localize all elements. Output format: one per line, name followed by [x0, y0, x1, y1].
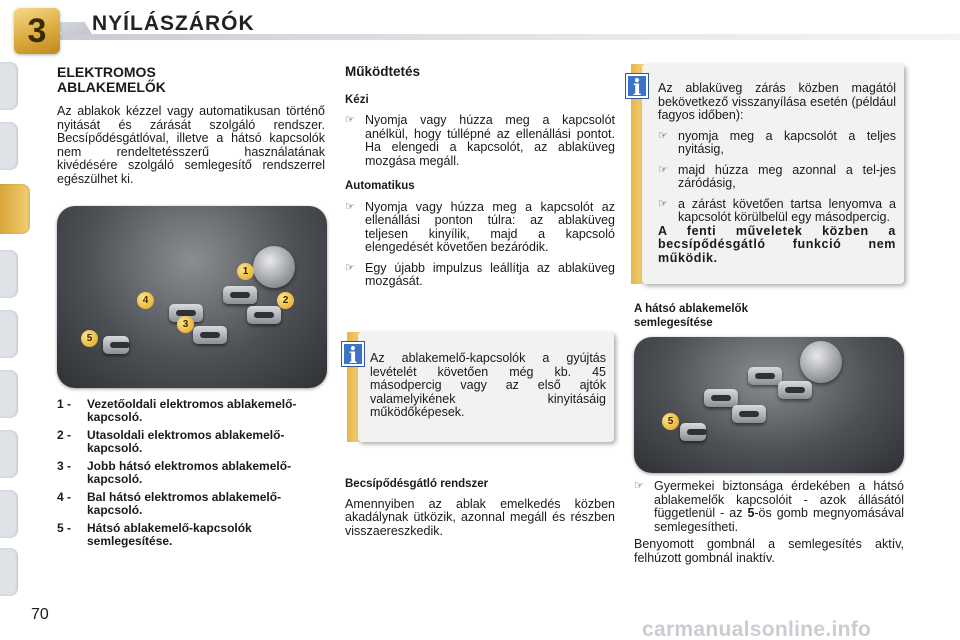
window-switch-panel-photo: [57, 206, 327, 388]
info-right-note: A fenti műveletek közben a becsípődésgátló funkció nem működik.: [658, 223, 896, 265]
marker-4: 4: [137, 292, 154, 309]
automatic-bullet-1: ☞ Nyomja vagy húzza meg a kapcsolót az ellenállási ponton túlra: az ablaküveg teljesen kinyílik, majd a kapcsoló elengedését követően bezáródik.: [345, 199, 615, 254]
info-icon: i: [342, 342, 364, 366]
pointing-hand-icon: ☞: [658, 197, 668, 210]
switch-3: [193, 326, 227, 344]
pointing-hand-icon: ☞: [658, 129, 668, 142]
info-box-right: [642, 64, 904, 284]
info-right-bullet-1: ☞ nyomja meg a kapcsolót a teljes nyitásig,: [658, 128, 896, 156]
info-icon: i: [626, 74, 648, 98]
switch: [778, 381, 812, 399]
legend-item: 2 - Utasoldali elektromos ablakemelő-kapcsoló.: [57, 428, 285, 455]
chapter-tab-active[interactable]: [0, 184, 30, 234]
rear-neutral-section: [634, 480, 904, 565]
pointing-hand-icon: ☞: [658, 163, 668, 176]
intro-section: [57, 65, 325, 186]
intro-heading-line1: ELEKTROMOS: [57, 64, 156, 80]
rear-neutral-heading: A hátsó ablakemelők semlegesítése: [634, 303, 748, 329]
switch-5: [680, 423, 706, 441]
operation-section: [345, 65, 615, 289]
switch-5: [103, 336, 129, 354]
watermark: carmanualsonline.info: [642, 618, 872, 640]
anti-pinch-heading: Becsípődésgátló rendszer: [345, 478, 489, 490]
anti-pinch-section: [345, 478, 615, 538]
intro-heading-line2: ABLAKEMELŐK: [57, 79, 166, 95]
chapter-tab-9[interactable]: [0, 548, 18, 596]
info-middle-text: Az ablakemelő-kapcsolók a gyújtás levételét követően még kb. 45 másodpercig vagy az első ajtók valamelyikének kinyitásáig működőképesek.: [370, 351, 606, 419]
info-right-intro: Az ablaküveg zárás közben magától bekövetkező visszanyílása esetén (például fagyos időben):: [658, 81, 896, 122]
switch: [704, 389, 738, 407]
marker-2: 2: [277, 292, 294, 309]
pointing-hand-icon: ☞: [345, 114, 355, 126]
switch: [732, 405, 766, 423]
manual-heading: Kézi: [345, 93, 369, 106]
chapter-tab-6[interactable]: [0, 370, 18, 418]
chapter-tab-2[interactable]: [0, 122, 18, 170]
rear-neutral-text: Benyomott gombnál a semlegesítés aktív, felhúzott gombnál inaktív.: [634, 537, 904, 565]
pointing-hand-icon: ☞: [345, 200, 355, 213]
intro-paragraph: Az ablakok kézzel vagy automatikusan történő nyitását és zárását szolgáló rendszer. Becsípődésgátlóval, illetve a hátsó kapcsolók nem rendeltetésszerű használatának kivédésére szolgáló semlegesítő rendszerrel egészülhet ki.: [57, 104, 325, 186]
info-right-content: [658, 82, 896, 265]
manual-bullet: ☞ Nyomja vagy húzza meg a kapcsolót anélkül, hogy túllépné az ellenállási pontot. Ha elengedi a kapcsolót, az ablaküveg mozgása megáll.: [345, 113, 615, 168]
chapter-tab-7[interactable]: [0, 430, 18, 478]
legend-item: 5 - Hátsó ablakemelő-kapcsolók semlegesítése.: [57, 521, 252, 548]
pointing-hand-icon: ☞: [634, 480, 644, 492]
switch-1: [223, 286, 257, 304]
marker-1: 1: [237, 263, 254, 280]
chapter-tab-5[interactable]: [0, 310, 18, 358]
automatic-heading: Automatikus: [345, 180, 415, 192]
mirror-adjust-knob: [800, 341, 842, 383]
switch: [748, 367, 782, 385]
marker-5: 5: [81, 330, 98, 347]
chapter-tab-8[interactable]: [0, 490, 18, 538]
automatic-bullet-2: ☞ Egy újabb impulzus leállítja az ablaküveg mozgását.: [345, 260, 615, 288]
chapter-tab-1[interactable]: [0, 62, 18, 110]
legend-item: 1 - Vezetőoldali elektromos ablakemelő-kapcsoló.: [57, 397, 297, 424]
marker-3: 3: [177, 316, 194, 333]
pointing-hand-icon: ☞: [345, 261, 355, 274]
operation-heading: Működtetés: [345, 64, 421, 79]
page-number: 70: [31, 606, 49, 623]
legend-item: 3 - Jobb hátsó elektromos ablakemelő-kapcsoló.: [57, 459, 292, 486]
chapter-tab-4[interactable]: [0, 250, 18, 298]
mirror-adjust-knob: [253, 246, 295, 288]
info-right-bullet-3: ☞ a zárást követően tartsa lenyomva a kapcsolót körülbelül egy másodpercig.: [658, 196, 896, 224]
switch-legend: [57, 398, 329, 553]
switch-2: [247, 306, 281, 324]
info-right-bullet-2: ☞ majd húzza meg azonnal a tel-jes záródásig,: [658, 162, 896, 190]
rear-neutral-bullet: ☞ Gyermekei biztonsága érdekében a hátsó ablakemelők kapcsolóit - azok állásától függetlenül - az 5-ös gomb megnyomásával semlegesítheti.: [634, 479, 904, 534]
chapter-badge: 3: [14, 8, 60, 54]
rear-switch-photo: [634, 337, 904, 473]
info-box-middle: [358, 332, 614, 442]
marker-5: 5: [662, 413, 679, 430]
page-title: NYÍLÁSZÁRÓK: [92, 12, 255, 35]
legend-item: 4 - Bal hátsó elektromos ablakemelő-kapcsoló.: [57, 490, 282, 517]
anti-pinch-text: Amennyiben az ablak emelkedés közben akadálynak ütközik, azonnal megáll és részben visszaereszkedik.: [345, 496, 615, 538]
